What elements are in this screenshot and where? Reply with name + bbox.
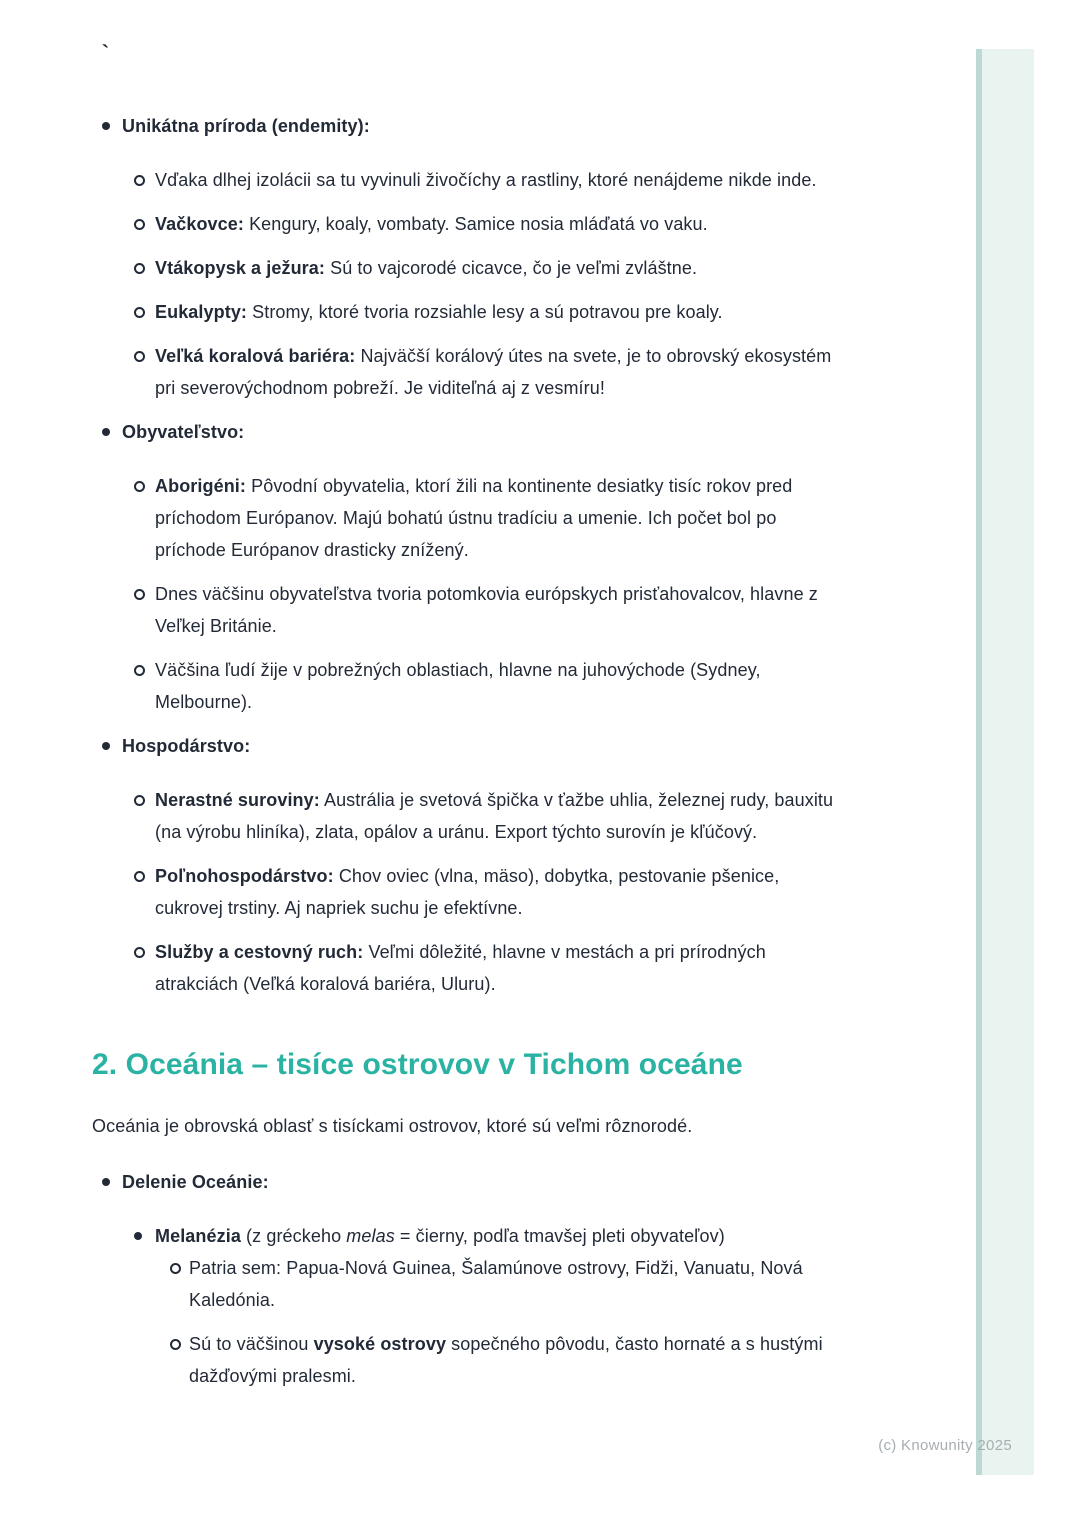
text-run: Chov oviec (vlna, mäso), dobytka, pestovanie pšenice, cukrovej trstiny. Aj napriek suchu je efektívne. [155,866,780,918]
bold-run: vysoké ostrovy [313,1334,447,1354]
list-item-text [155,214,708,234]
document-content [92,0,837,1404]
list-item [92,208,837,240]
text-run: Väčšina ľudí žije v pobrežných oblastiach, hlavne na juhovýchode (Sydney, Melbourne). [155,660,761,712]
nested-list [92,164,837,404]
bullet-list [92,110,837,1000]
section-heading: 2. Oceánia – tisíce ostrovov v Tichom oceáne [92,1048,743,1081]
list-item [92,470,837,566]
bullet-list [92,1166,837,1392]
bullet-circle-marker [134,481,145,492]
list-item [92,654,837,718]
list-item-text [122,1172,269,1192]
list-item-text [155,170,817,190]
bold-run: Delenie Oceánie: [122,1172,269,1192]
bullet-circle-marker [170,1263,181,1274]
list-item-text [155,584,818,636]
bold-run: Hospodárstvo: [122,736,251,756]
list-item-text [155,942,766,994]
text-run: Kengury, koaly, vombaty. Samice nosia mláďatá vo vaku. [243,214,708,234]
list-item-group [92,1166,837,1392]
bullet-disc-marker [102,742,110,750]
text-run: Najväčší korálový útes na svete, je to obrovský ekosystém pri severovýchodnom pobreží. Je viditeľná aj z vesmíru! [155,346,832,398]
list-item-text [189,1258,803,1310]
list-item [92,730,837,762]
list-item-group [92,936,837,1000]
list-item-text [155,790,833,842]
bold-run: Vtákopysk a ježura: [155,258,325,278]
bold-run: Aborigéni: [155,476,246,496]
text-run: Sú to vajcorodé cicavce, čo je veľmi zvláštne. [324,258,698,278]
nested-list [92,784,837,1000]
bold-run: Nerastné suroviny: [155,790,320,810]
bullet-circle-marker [134,175,145,186]
text-run: Austrália je svetová špička v ťažbe uhlia, železnej rudy, bauxitu (na výrobu hliníka), zlata, opálov a uránu. Export týchto surovín je kľúčový. [155,790,834,842]
list-item-group [92,1220,837,1392]
list-item-text [155,866,779,918]
stray-backtick-character: ` [102,42,109,65]
list-item-text [155,476,792,560]
bullet-circle-marker [134,307,145,318]
list-item-group [92,654,837,718]
bullet-circle-marker [134,219,145,230]
list-item-group [92,164,837,196]
text-run: Dnes väčšinu obyvateľstva tvoria potomkovia európskych prisťahovalcov, hlavne z Veľkej Británie. [155,584,818,636]
bold-run: Vačkovce: [155,214,244,234]
bold-run: Eukalypty: [155,302,248,322]
list-item-group [92,252,837,284]
text-run: sopečného pôvodu, často hornaté a s hustými dažďovými pralesmi. [189,1334,823,1386]
list-item-group [92,784,837,848]
bullet-circle-marker [134,871,145,882]
list-item-group [92,578,837,642]
bullet-circle-marker [170,1339,181,1350]
bold-run: Poľnohospodárstvo: [155,866,334,886]
intro-paragraph: Oceánia je obrovská oblasť s tisíckami ostrovov, ktoré sú veľmi rôznorodé. [92,1116,693,1136]
list-item-group [92,470,837,566]
text-run: Veľmi dôležité, hlavne v mestách a pri prírodných atrakciách (Veľká koralová bariéra, Uluru). [155,942,766,994]
text-run: = čierny, podľa tmavšej pleti obyvateľov) [394,1226,725,1246]
list-item-text [122,116,370,136]
list-item-group [92,340,837,404]
list-item [92,1166,837,1198]
italic-run: melas [346,1226,395,1246]
list-item-group [92,416,837,718]
bullet-circle-marker [134,589,145,600]
text-run: Stromy, ktoré tvoria rozsiahle lesy a sú potravou pre koaly. [247,302,723,322]
nested-list [92,1252,837,1392]
nested-list [92,1220,837,1392]
bold-run: Služby a cestovný ruch: [155,942,364,962]
list-item [92,164,837,196]
watermark: (c) Knowunity 2025 [878,1437,1012,1454]
bullet-circle-marker [134,795,145,806]
highlight-stripe [976,49,1034,1475]
bold-run: Veľká koralová bariéra: [155,346,356,366]
list-item [92,252,837,284]
text-run: (z gréckeho [240,1226,347,1246]
list-item-group [92,208,837,240]
text-run: Pôvodní obyvatelia, ktorí žili na kontinente desiatky tisíc rokov pred príchodom Európanov. Majú bohatú ústnu tradíciu a umenie. Ich počet bol po príchode Európanov drasticky znížený. [155,476,793,560]
list-item [92,1220,837,1252]
bullet-disc-marker [102,122,110,130]
list-item [92,860,837,924]
list-item-text [155,258,697,278]
list-item-text [122,736,250,756]
list-item [92,578,837,642]
bullet-disc-marker [102,1178,110,1186]
list-item [92,1252,837,1316]
bold-run: Obyvateľstvo: [122,422,245,442]
list-item-group [92,730,837,1000]
bullet-circle-marker [134,665,145,676]
list-item-text [155,660,761,712]
list-item [92,340,837,404]
bullet-circle-marker [134,263,145,274]
bold-run: Melanézia [155,1226,241,1246]
list-item [92,110,837,142]
bold-run: Unikátna príroda (endemity): [122,116,370,136]
list-item-text [122,422,244,442]
list-item-text [189,1334,823,1386]
text-run: Patria sem: Papua-Nová Guinea, Šalamúnove ostrovy, Fidži, Vanuatu, Nová Kaledónia. [189,1258,803,1310]
list-item-group [92,110,837,404]
list-item [92,784,837,848]
list-item-group [92,1328,837,1392]
list-item-text [155,302,723,322]
list-item-group [92,1252,837,1316]
list-item-group [92,296,837,328]
bullet-disc-marker [102,428,110,436]
list-item [92,936,837,1000]
list-item [92,296,837,328]
list-item [92,1328,837,1392]
text-run: Sú to väčšinou [189,1334,314,1354]
list-item-text [155,346,831,398]
list-item [92,416,837,448]
text-run: Vďaka dlhej izolácii sa tu vyvinuli živočíchy a rastliny, ktoré nenájdeme nikde inde. [155,170,817,190]
bullet-circle-marker [134,947,145,958]
bullet-disc-marker [134,1232,142,1240]
bullet-circle-marker [134,351,145,362]
list-item-group [92,860,837,924]
nested-list [92,470,837,718]
list-item-text [155,1226,725,1246]
